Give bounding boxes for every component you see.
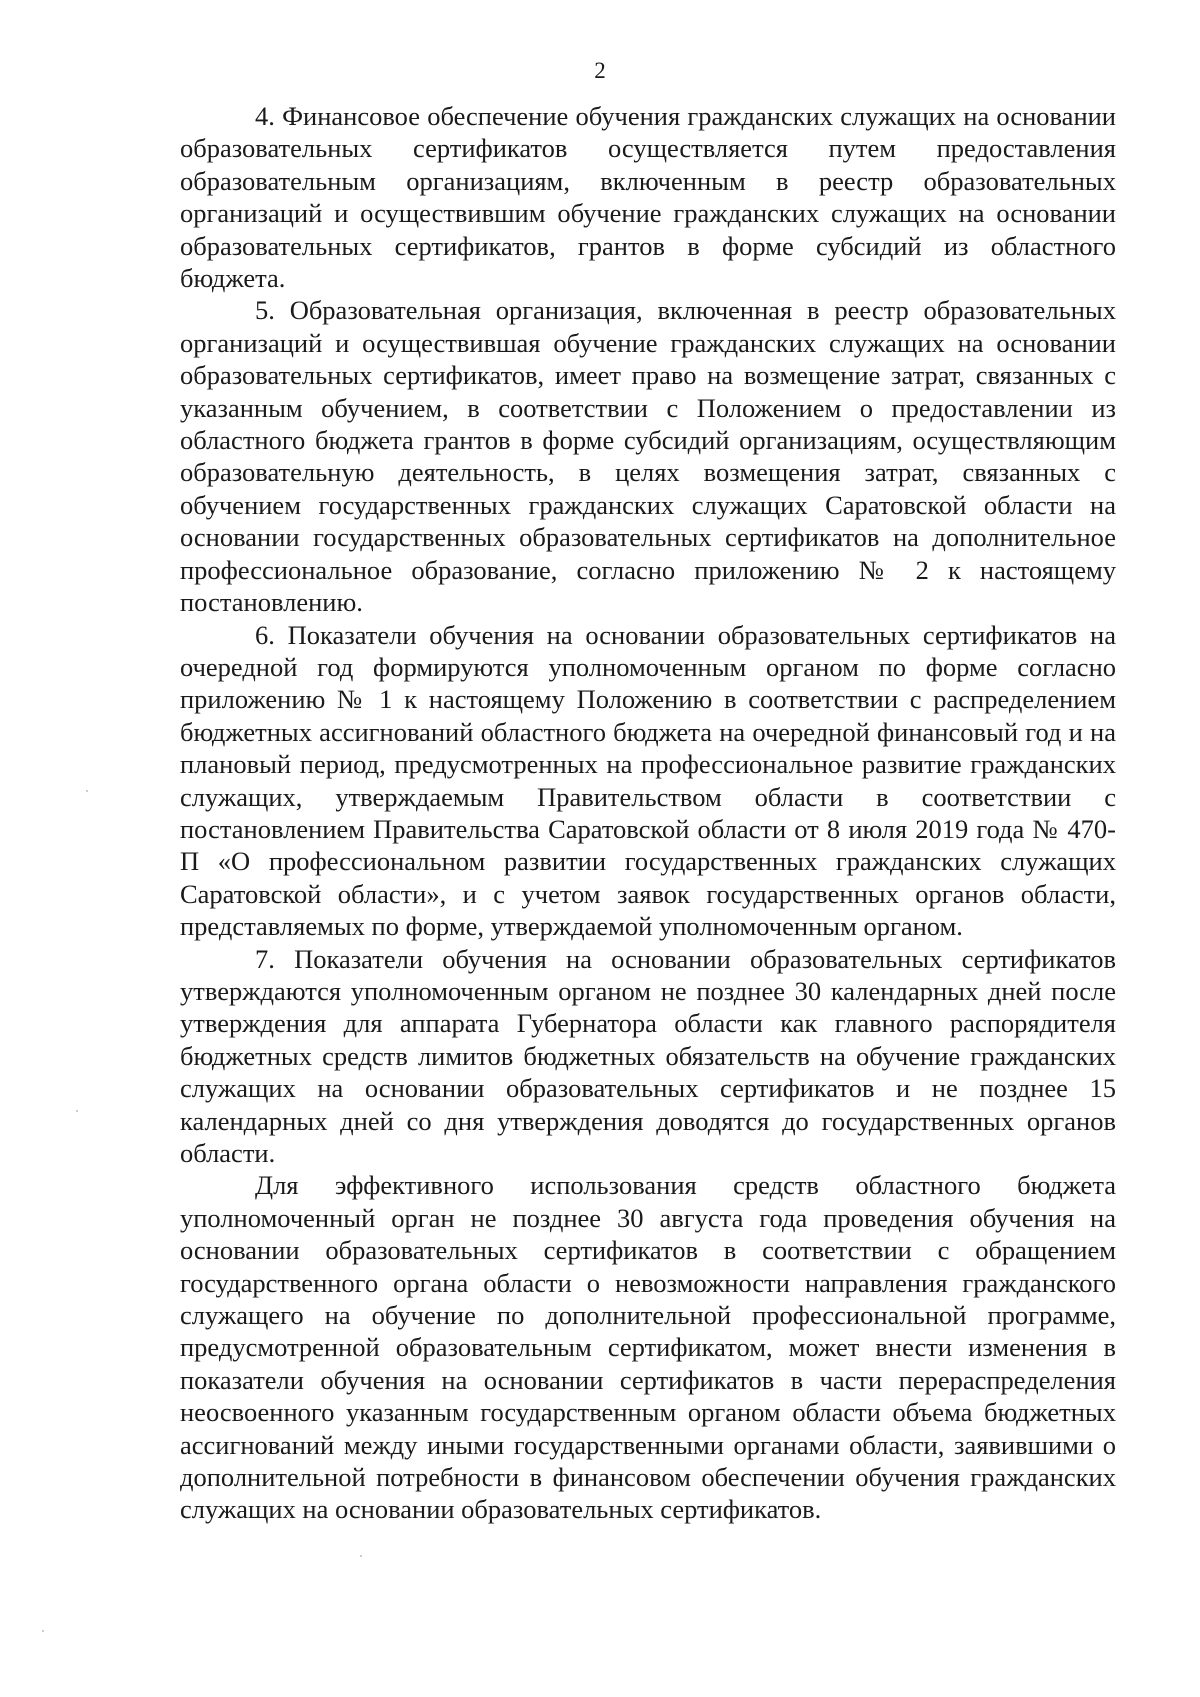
paragraph-7-continuation: Для эффективного использования средств областного бюджета уполномоченный орган не позднее 30 августа года проведения обучения на основании образовательных сертификатов в соответствии с обращением государственного органа области о невозможности направления гражданского служащего на обучение по дополнительной профессиональной программе, предусмотренной образовательным сертификатом, может внести изменения в показатели обучения на основании сертификатов в части перераспределения неосвоенного указанным государственным органом области объема бюджетных ассигнований между иными государственными органами области, заявившими о дополнительной потребности в финансовом обеспечении обучения гражданских служащих на основании образовательных сертификатов. <box>180 1170 1116 1525</box>
document-body <box>180 100 1116 1526</box>
scan-speck <box>42 1630 44 1632</box>
scan-speck <box>360 1555 362 1557</box>
paragraph-4: 4. Финансовое обеспечение обучения гражданских служащих на основании образовательных сертификатов осуществляется путем предоставления образовательным организациям, включенным в реестр образовательных организаций и осуществившим обучение гражданских служащих на основании образовательных сертификатов, грантов в форме субсидий из областного бюджета. <box>180 101 1116 294</box>
scan-speck <box>76 1110 78 1112</box>
scan-speck <box>86 790 88 792</box>
paragraph-5: 5. Образовательная организация, включенная в реестр образовательных организаций и осуществившая обучение гражданских служащих на основании образовательных сертификатов, имеет право на возмещение затрат, связанных с указанным обучением, в соответствии с Положением о предоставлении из областного бюджета грантов в форме субсидий организациям, осуществляющим образовательную деятельность, в целях возмещения затрат, связанных с обучением государственных гражданских служащих Саратовской области на основании государственных образовательных сертификатов на дополнительное профессиональное образование, согласно приложению № 2 к настоящему постановлению. <box>180 295 1116 618</box>
paragraph-6: 6. Показатели обучения на основании образовательных сертификатов на очередной год формируются уполномоченным органом по форме согласно приложению № 1 к настоящему Положению в соответствии с распределением бюджетных ассигнований областного бюджета на очередной финансовый год и на плановый период, предусмотренных на профессиональное развитие гражданских служащих, утверждаемым Правительством области в соответствии с постановлением Правительства Саратовской области от 8 июля 2019 года № 470-П «О профессиональном развитии государственных гражданских служащих Саратовской области», и с учетом заявок государственных органов области, представляемых по форме, утверждаемой уполномоченным органом. <box>180 619 1116 942</box>
paragraph-7: 7. Показатели обучения на основании образовательных сертификатов утверждаются уполномоченным органом не позднее 30 календарных дней после утверждения для аппарата Губернатора области как главного распорядителя бюджетных средств лимитов бюджетных обязательств на обучение гражданских служащих на основании образовательных сертификатов и не позднее 15 календарных дней со дня утверждения доводятся до государственных органов области. <box>180 943 1116 1168</box>
page-number: 2 <box>594 58 606 83</box>
